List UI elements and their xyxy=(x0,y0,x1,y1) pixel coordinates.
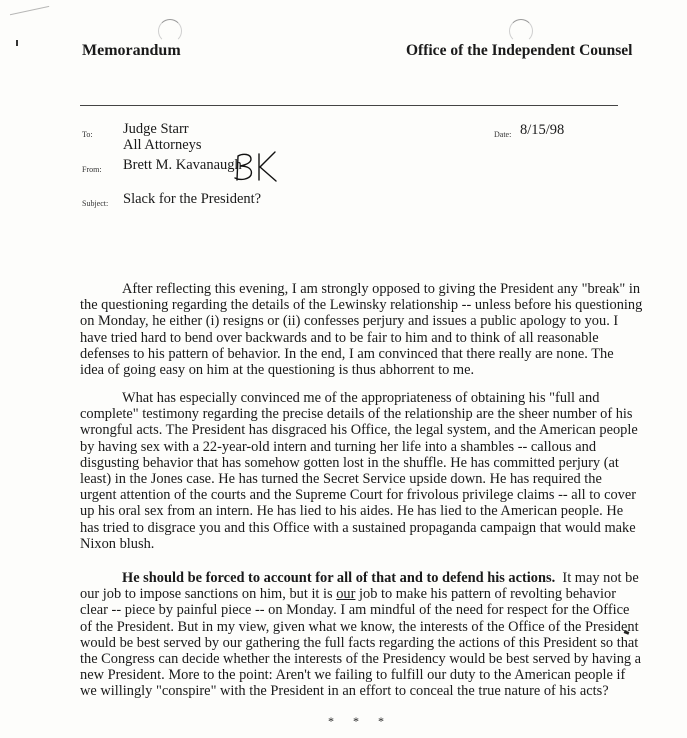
section-break: * * * xyxy=(328,714,392,728)
subject-value: Slack for the President? xyxy=(123,191,262,207)
text-line: on Monday, he either (i) resigns or (ii) confesses perjury and issues a public apology to you. I xyxy=(80,313,619,330)
text-span: It may not be xyxy=(555,570,639,586)
memo-title: Memorandum xyxy=(82,42,181,59)
punch-hole-icon xyxy=(158,19,182,43)
header-divider xyxy=(80,105,618,106)
text-line: wrongful acts. The President has disgraced his Office, the legal system, and the American people xyxy=(80,422,638,439)
text-line: has tried to disgrace you and this Office with a sustained propaganda campaign that would make xyxy=(80,519,636,536)
office-title: Office of the Independent Counsel xyxy=(406,42,633,59)
scan-mark xyxy=(16,40,18,46)
text-line: have tried hard to bend over backwards and to be fair to him and to think of all reasonable xyxy=(80,329,599,346)
text-line: least) in the Jones case. He has turned the Secret Service upside down. He has required the xyxy=(80,470,602,487)
text-line: urgent attention of the courts and the Supreme Court for frivolous privilege claims -- all to cover xyxy=(80,487,637,504)
text-line: of the President. But in my view, given what we know, the interests of the Office of the President xyxy=(80,618,639,635)
text-line: new President. More to the point: Aren't we failing to fulfill our duty to the American people if xyxy=(80,667,626,684)
text-line: disgusting behavior that has somehow gotten lost in the shuffle. He has committed perjury (at xyxy=(80,454,619,471)
date-value: 8/15/98 xyxy=(520,122,565,138)
text-line xyxy=(80,570,640,586)
paragraph-3 xyxy=(80,570,640,700)
punch-hole-icon xyxy=(509,19,533,43)
date-label: Date: xyxy=(494,130,512,139)
from-value: Brett M. Kavanaugh xyxy=(123,157,242,173)
text-line: complete" testimony regarding the precise details of the relationship are the sheer number of his xyxy=(80,406,633,423)
text-line: would be best served by our gathering the full facts regarding the actions of this President so that xyxy=(80,634,639,651)
bold-lead: He should be forced to account for all of that and to defend his actions. xyxy=(122,570,556,586)
signature-initials-icon xyxy=(229,150,279,184)
text-line: up his oral sex from an intern. He has lied to his aides. He has lied to the American people. He xyxy=(80,503,624,520)
scan-mark xyxy=(10,6,50,19)
text-line: defenses to his pattern of behavior. In the end, I am convinced that there really are none. The xyxy=(80,345,614,362)
to-label: To: xyxy=(82,130,93,139)
text-line: What has especially convinced me of the appropriateness of obtaining his "full and xyxy=(122,390,600,406)
from-label: From: xyxy=(82,165,102,174)
paragraph-1 xyxy=(80,281,643,378)
text-line: the questioning regarding the details of the Lewinsky relationship -- unless before his questioning xyxy=(80,297,643,314)
text-span: our job to impose sanctions on him, but it is xyxy=(80,586,337,603)
text-line: the Congress can decide whether the interests of the Presidency would be best served by having a xyxy=(80,650,642,667)
to-value-2: All Attorneys xyxy=(123,137,202,153)
to-value-1: Judge Starr xyxy=(123,121,189,137)
text-line: by having sex with a 22-year-old intern and turning her life into a shambles -- callous and xyxy=(80,438,597,455)
underlined-word: our xyxy=(336,586,356,603)
text-line: we willingly "conspire" with the President in an effort to conceal the true nature of his acts? xyxy=(80,683,609,700)
text-line xyxy=(80,586,640,602)
text-line: clear -- piece by painful piece -- on Monday. I am mindful of the need for respect for the Office xyxy=(80,602,630,619)
text-line: idea of going easy on him at the questioning is thus abhorrent to me. xyxy=(80,361,475,378)
text-line: After reflecting this evening, I am strongly opposed to giving the President any "break" in xyxy=(122,281,641,297)
text-line: Nixon blush. xyxy=(80,535,155,552)
paragraph-2 xyxy=(80,390,640,552)
text-span: job to make his pattern of revolting behavior xyxy=(355,586,616,603)
subject-label: Subject: xyxy=(82,199,109,208)
